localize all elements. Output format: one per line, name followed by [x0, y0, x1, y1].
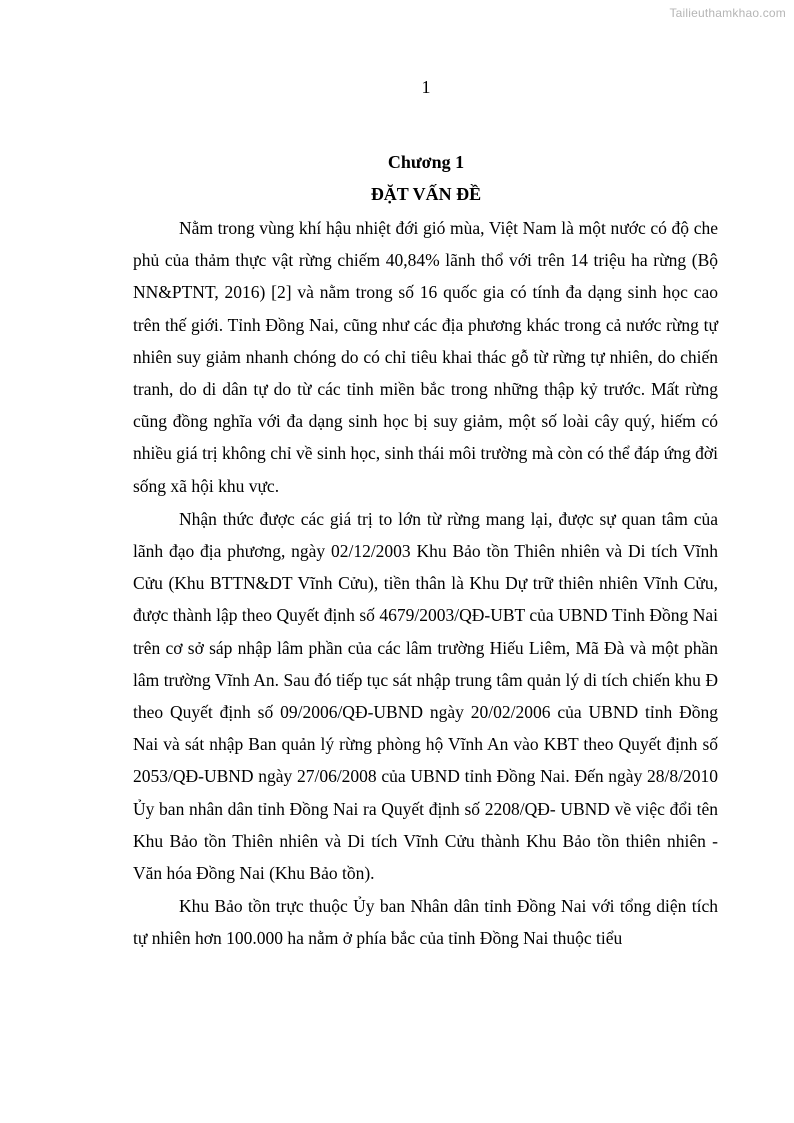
page-number: 1 — [421, 77, 431, 97]
watermark: Tailieuthamkhao.com — [669, 6, 786, 20]
document-body — [133, 212, 718, 955]
paragraph-1: Nằm trong vùng khí hậu nhiệt đới gió mùa, Việt Nam là một nước có độ che phủ của thảm thực vật rừng chiếm 40,84% lãnh thổ với trên 14 triệu ha rừng (Bộ NN&PTNT, 2016) [2] và nằm trong số 16 quốc gia có tính đa dạng sinh học cao trên thế giới. Tỉnh Đồng Nai, cũng như các địa phương khác trong cả nước rừng tự nhiên suy giảm nhanh chóng do có chỉ tiêu khai thác gỗ từ rừng tự nhiên, do chiến tranh, do di dân tự do từ các tỉnh miền bắc trong những thập kỷ trước. Mất rừng cũng đồng nghĩa với đa dạng sinh học bị suy giảm, một số loài cây quý, hiếm có nhiều giá trị không chỉ về sinh học, sinh thái môi trường mà còn có thể đáp ứng đời sống xã hội khu vực. — [133, 218, 718, 496]
chapter-label: Chương 1 — [387, 152, 465, 172]
paragraph-3: Khu Bảo tồn trực thuộc Ủy ban Nhân dân tỉnh Đồng Nai với tổng diện tích tự nhiên hơn 100.000 ha nằm ở phía bắc của tỉnh Đồng Nai thuộc tiểu — [133, 896, 718, 949]
paragraph-2: Nhận thức được các giá trị to lớn từ rừng mang lại, được sự quan tâm của lãnh đạo địa phương, ngày 02/12/2003 Khu Bảo tồn Thiên nhiên và Di tích Vĩnh Cửu (Khu BTTN&DT Vĩnh Cửu), tiền thân là Khu Dự trữ thiên nhiên Vĩnh Cửu, được thành lập theo Quyết định số 4679/2003/QĐ-UBT của UBND Tỉnh Đồng Nai trên cơ sở sáp nhập lâm phần của các lâm trường Hiếu Liêm, Mã Đà và một phần lâm trường Vĩnh An. Sau đó tiếp tục sát nhập trung tâm quản lý di tích chiến khu Đ theo Quyết định số 09/2006/QĐ-UBND ngày 20/02/2006 của UBND tỉnh Đồng Nai và sát nhập Ban quản lý rừng phòng hộ Vĩnh An vào KBT theo Quyết định số 2053/QĐ-UBND ngày 27/06/2008 của UBND tỉnh Đồng Nai. Đến ngày 28/8/2010 Ủy ban nhân dân tỉnh Đồng Nai ra Quyết định số 2208/QĐ- UBND về việc đổi tên Khu Bảo tồn Thiên nhiên và Di tích Vĩnh Cửu thành Khu Bảo tồn thiên nhiên - Văn hóa Đồng Nai (Khu Bảo tồn). — [133, 508, 718, 884]
chapter-title: ĐẶT VẤN ĐỀ — [370, 184, 482, 204]
